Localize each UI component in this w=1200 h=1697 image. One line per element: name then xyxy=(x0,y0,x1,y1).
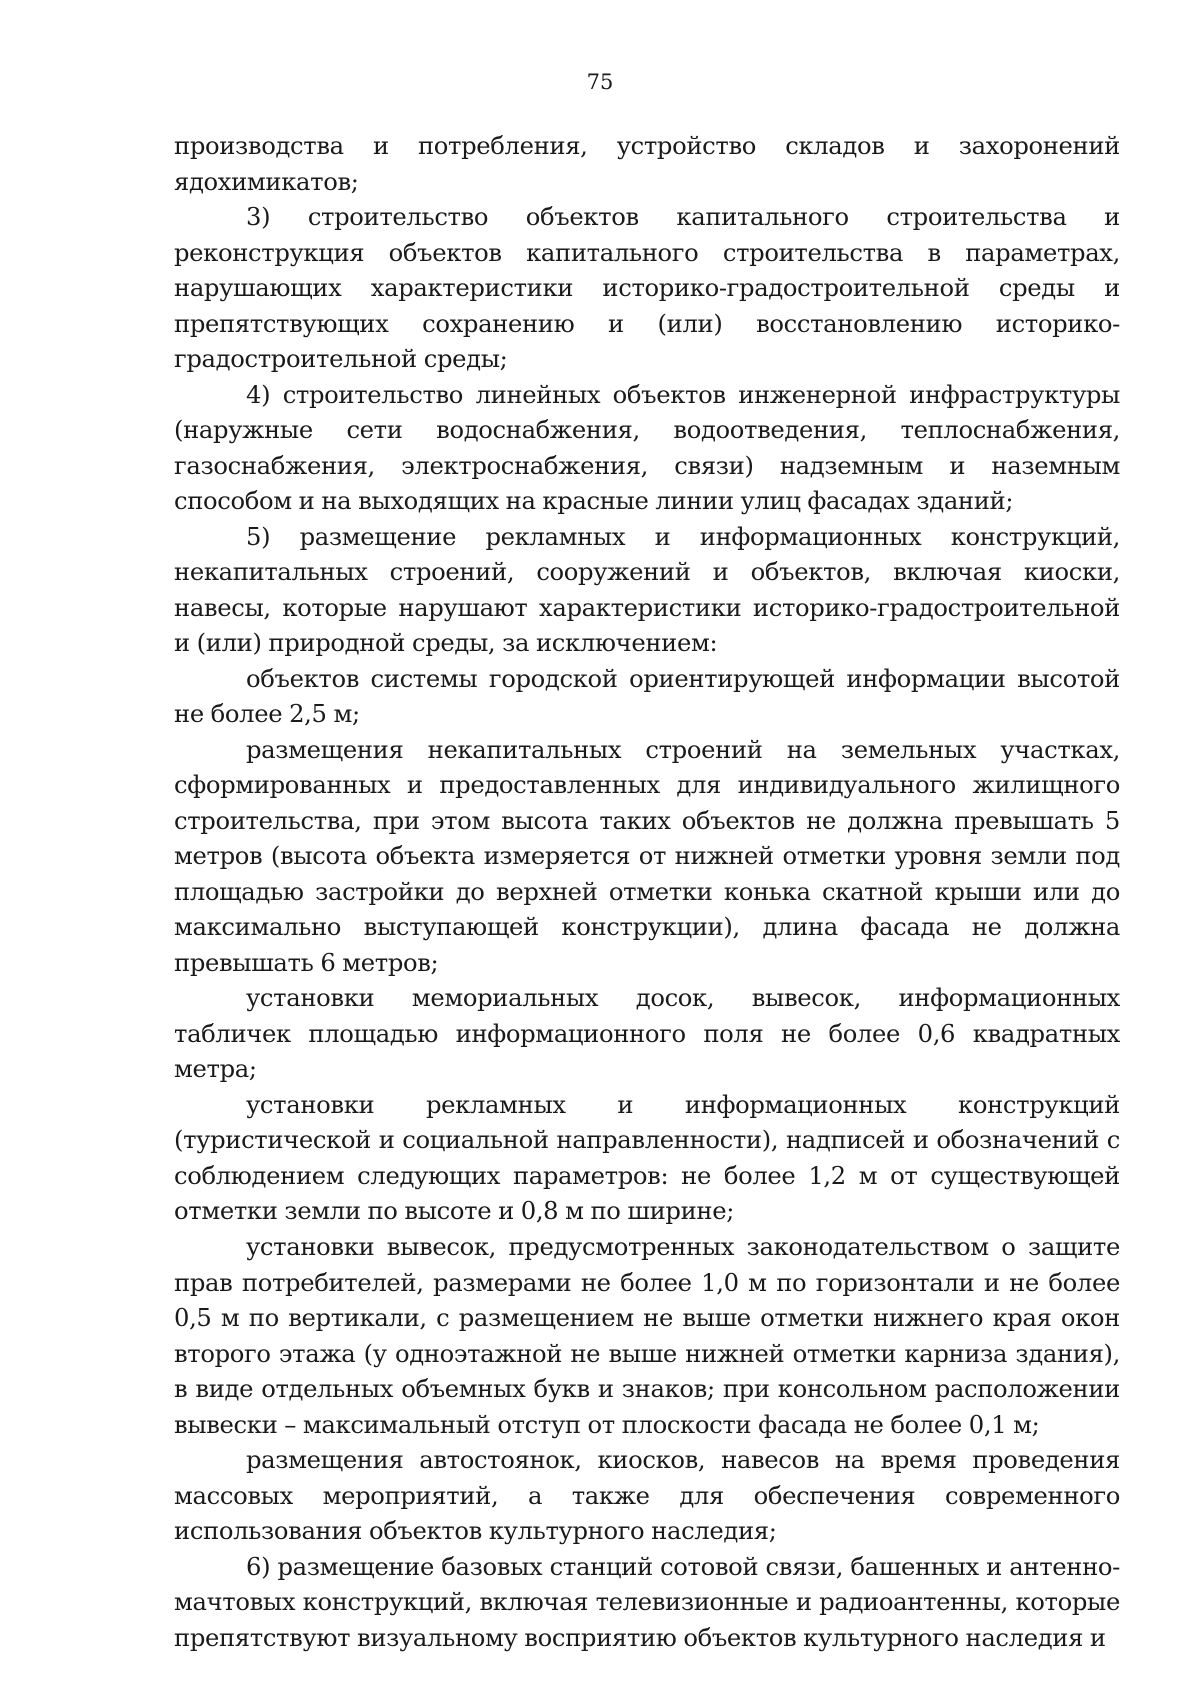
paragraph: объектов системы городской ориентирующей информации высотой не более 2,5 м; xyxy=(174,663,1120,729)
paragraph: размещения некапитальных строений на земельных участках, сформированных и предоставленных для индивидуального жилищного строительства, при этом высота таких объектов не должна превышать 5 метров (высота объекта измеряется от нижней отметки уровня земли под площадью застройки до верхней отметки конька скатной крыши или до максимально выступающей конструкции), длина фасада не должна превышать 6 метров; xyxy=(174,734,1120,977)
paragraph: установки вывесок, предусмотренных законодательством о защите прав потребителей, размерами не более 1,0 м по горизонтали и не более 0,5 м по вертикали, с размещением не выше отметки нижнего края окон второго этажа (у одноэтажной не выше нижней отметки карниза здания), в виде отдельных объемных букв и знаков; при консольном расположении вывески – максимальный отступ от плоскости фасада не более 0,1 м; xyxy=(174,1231,1120,1439)
paragraph: установки мемориальных досок, вывесок, информационных табличек площадью информационного поля не более 0,6 квадратных метра; xyxy=(174,983,1120,1084)
document-body xyxy=(174,128,1120,1655)
paragraph: 5) размещение рекламных и информационных конструкций, некапитальных строений, сооружений и объектов, включая киоски, навесы, которые нарушают характеристики историко-градостроительной и (или) природной среды, за исключением: xyxy=(174,521,1120,658)
page-number: 75 xyxy=(586,70,614,94)
paragraph: 4) строительство линейных объектов инженерной инфраструктуры (наружные сети водоснабжения, водоотведения, теплоснабжения, газоснабжения, электроснабжения, связи) надземным и наземным способом и на выходящих на красные линии улиц фасадах зданий; xyxy=(174,379,1120,516)
paragraph: 3) строительство объектов капитального строительства и реконструкция объектов капитального строительства в параметрах, нарушающих характеристики историко-градостроительной среды и препятствующих сохранению и (или) восстановлению историко-градостроительной среды; xyxy=(174,202,1120,374)
paragraph: производства и потребления, устройство складов и захоронений ядохимикатов; xyxy=(174,131,1120,196)
paragraph: размещения автостоянок, киосков, навесов на время проведения массовых мероприятий, а также для обеспечения современного использования объектов культурного наследия; xyxy=(174,1445,1120,1546)
paragraph: установки рекламных и информационных конструкций (туристической и социальной направленности), надписей и обозначений с соблюдением следующих параметров: не более 1,2 м от существующей отметки земли по высоте и 0,8 м по ширине; xyxy=(174,1089,1120,1226)
paragraph: 6) размещение базовых станций сотовой связи, башенных и антенно-мачтовых конструкций, включая телевизионные и радиоантенны, которые препятствуют визуальному восприятию объектов культурного наследия и xyxy=(174,1551,1120,1652)
